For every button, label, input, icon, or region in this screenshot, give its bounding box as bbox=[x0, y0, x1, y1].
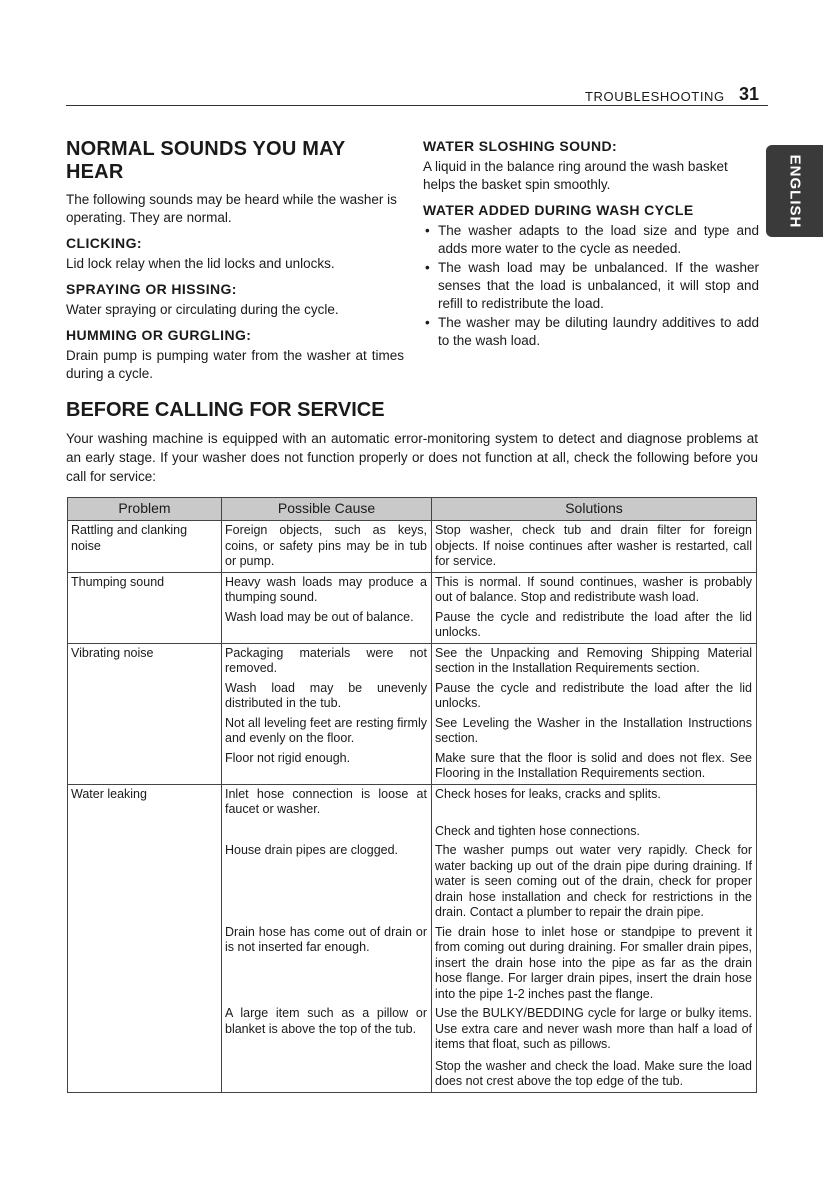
cause-cell: Wash load may be out of balance. bbox=[222, 608, 432, 644]
cause-cell: House drain pipes are clogged. bbox=[222, 841, 432, 923]
problem-cell: Vibrating noise bbox=[68, 643, 222, 679]
water-sounds-section bbox=[423, 138, 759, 351]
normal-sounds-intro: The following sounds may be heard while the washer is operating. They are normal. bbox=[66, 192, 397, 225]
normal-sounds-title: NORMAL SOUNDS YOU MAY HEAR bbox=[66, 138, 346, 183]
before-service-title: BEFORE CALLING FOR SERVICE bbox=[66, 399, 385, 421]
problem-cell bbox=[68, 714, 222, 749]
clicking-text: Lid lock relay when the lid locks and unlocks. bbox=[66, 256, 335, 271]
table-row bbox=[68, 923, 757, 1005]
solution-cell: Stop the washer and check the load. Make sure the load does not crest above the top edge of the tub. bbox=[432, 1055, 757, 1093]
troubleshooting-table bbox=[67, 497, 757, 1093]
table-row bbox=[68, 820, 757, 842]
before-service-intro: Your washing machine is equipped with an automatic error-monitoring system to detect and diagnose problems at an early stage. If your washer does not function properly or does not function at all, check the following before you call for service: bbox=[66, 431, 758, 484]
table-row bbox=[68, 749, 757, 785]
problem-cell bbox=[68, 1055, 222, 1093]
normal-sounds-section bbox=[66, 138, 404, 391]
humming-text: Drain pump is pumping water from the washer at times during a cycle. bbox=[66, 348, 404, 381]
table-row bbox=[68, 841, 757, 923]
cause-cell bbox=[222, 1055, 432, 1093]
solution-cell: Pause the cycle and redistribute the load after the lid unlocks. bbox=[432, 679, 757, 714]
problem-cell bbox=[68, 923, 222, 1005]
cause-cell: Packaging materials were not removed. bbox=[222, 643, 432, 679]
column-header-problem: Problem bbox=[68, 498, 222, 521]
cause-cell: A large item such as a pillow or blanket is above the top of the tub. bbox=[222, 1004, 432, 1055]
solution-cell: Check and tighten hose connections. bbox=[432, 820, 757, 842]
cause-cell bbox=[222, 820, 432, 842]
problem-cell bbox=[68, 749, 222, 785]
cause-cell: Not all leveling feet are resting firmly and evenly on the floor. bbox=[222, 714, 432, 749]
clicking-heading: CLICKING: bbox=[66, 235, 142, 251]
table-row bbox=[68, 679, 757, 714]
sloshing-text: A liquid in the balance ring around the wash basket helps the basket spin smoothly. bbox=[423, 159, 728, 192]
solution-cell: The washer pumps out water very rapidly. Check for water backing up out of the drain pipe during draining. If water is seen coming out of the drain, check for proper drain hose installation and check for restrictions in the drain. Contact a plumber to repair the drain pipe. bbox=[432, 841, 757, 923]
solution-cell: See the Unpacking and Removing Shipping Material section in the Installation Requirements section. bbox=[432, 643, 757, 679]
water-added-bullet: • The wash load may be unbalanced. If the washer senses that the load is unbalanced, it will stop and refill to redistribute the load. bbox=[423, 259, 759, 313]
water-added-list bbox=[423, 222, 759, 350]
solution-cell: See Leveling the Washer in the Installation Instructions section. bbox=[432, 714, 757, 749]
language-tab-label: ENGLISH bbox=[786, 154, 803, 228]
cause-cell: Drain hose has come out of drain or is not inserted far enough. bbox=[222, 923, 432, 1005]
column-header-solutions: Solutions bbox=[432, 498, 757, 521]
language-tab bbox=[766, 145, 823, 237]
table-row bbox=[68, 714, 757, 749]
table-row bbox=[68, 643, 757, 679]
humming-heading: HUMMING OR GURGLING: bbox=[66, 327, 252, 343]
water-added-heading: WATER ADDED DURING WASH CYCLE bbox=[423, 202, 694, 218]
page-number: 31 bbox=[739, 84, 760, 104]
cause-cell: Heavy wash loads may produce a thumping sound. bbox=[222, 572, 432, 608]
cause-cell: Floor not rigid enough. bbox=[222, 749, 432, 785]
table-row bbox=[68, 1004, 757, 1055]
problem-cell bbox=[68, 1004, 222, 1055]
sloshing-heading: WATER SLOSHING SOUND: bbox=[423, 138, 618, 154]
column-header-cause: Possible Cause bbox=[222, 498, 432, 521]
problem-cell bbox=[68, 608, 222, 644]
header-section-title: TROUBLESHOOTING bbox=[585, 89, 725, 104]
water-added-bullet: • The washer may be diluting laundry additives to add to the wash load. bbox=[423, 314, 759, 350]
solution-cell: Tie drain hose to inlet hose or standpipe to prevent it from coming out during draining. For smaller drain pipes, insert the drain hose into the pipe as far as the drain hose flange. For larger drain pipes, insert the drain hose into the pipe 1-2 inches past the flange. bbox=[432, 923, 757, 1005]
table-row bbox=[68, 608, 757, 644]
cause-cell: Wash load may be unevenly distributed in the tub. bbox=[222, 679, 432, 714]
solution-cell: This is normal. If sound continues, washer is probably out of balance. Stop and redistribute wash load. bbox=[432, 572, 757, 608]
problem-cell: Water leaking bbox=[68, 784, 222, 820]
water-added-bullet: • The washer adapts to the load size and type and adds more water to the cycle as needed. bbox=[423, 222, 759, 258]
problem-cell: Rattling and clanking noise bbox=[68, 521, 222, 573]
problem-cell bbox=[68, 841, 222, 923]
problem-cell bbox=[68, 820, 222, 842]
spraying-text: Water spraying or circulating during the cycle. bbox=[66, 302, 339, 317]
solution-cell: Pause the cycle and redistribute the load after the lid unlocks. bbox=[432, 608, 757, 644]
problem-cell: Thumping sound bbox=[68, 572, 222, 608]
problem-cell bbox=[68, 679, 222, 714]
table-row bbox=[68, 1055, 757, 1093]
table-row bbox=[68, 521, 757, 573]
header-divider bbox=[66, 105, 768, 106]
table-row bbox=[68, 784, 757, 820]
solution-cell: Stop washer, check tub and drain filter for foreign objects. If noise continues after washer is restarted, call for service. bbox=[432, 521, 757, 573]
solution-cell: Use the BULKY/BEDDING cycle for large or bulky items. Use extra care and never wash more than half a load of items that float, such as pillows. bbox=[432, 1004, 757, 1055]
spraying-heading: SPRAYING OR HISSING: bbox=[66, 281, 237, 297]
cause-cell: Inlet hose connection is loose at faucet or washer. bbox=[222, 784, 432, 820]
solution-cell: Check hoses for leaks, cracks and splits. bbox=[432, 784, 757, 820]
table-header-row bbox=[68, 498, 757, 521]
solution-cell: Make sure that the floor is solid and does not flex. See Flooring in the Installation Requirements section. bbox=[432, 749, 757, 785]
table-row bbox=[68, 572, 757, 608]
cause-cell: Foreign objects, such as keys, coins, or safety pins may be in tub or pump. bbox=[222, 521, 432, 573]
